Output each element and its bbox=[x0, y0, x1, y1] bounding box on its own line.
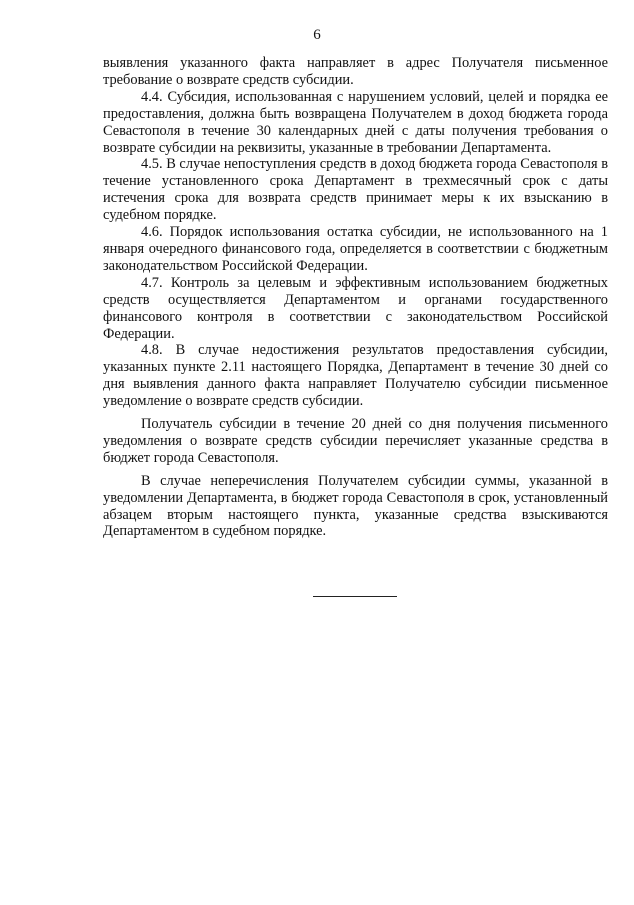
paragraph-4-8: 4.8. В случае недостижения результатов предоставления субсидии, указанных пункте 2.11 настоящего Порядка, Департамент в течение 30 дней со дня выявления данного факта направляет Получателю субсидии письменное уведомление о возврате средств субсидии. bbox=[103, 342, 608, 410]
paragraph-recipient-transfer: Получатель субсидии в течение 20 дней со дня получения письменного уведомления о возврате средств субсидии перечисляет указанные средства в бюджет города Севастополя. bbox=[103, 416, 608, 466]
paragraph-4-6: 4.6. Порядок использования остатка субсидии, не использованного на 1 января очередного финансового года, определяется в соответствии с бюджетным законодательством Российской Федерации. bbox=[103, 224, 608, 274]
paragraph-4-4: 4.4. Субсидия, использованная с нарушением условий, целей и порядка ее предоставления, должна быть возвращена Получателем в доход бюджета города Севастополя в течение 30 календарных дней с даты получения требования о возврате субсидии на реквизиты, указанные в требовании Департамента. bbox=[103, 88, 608, 156]
page-number: 6 bbox=[313, 27, 321, 43]
document-body bbox=[103, 55, 608, 540]
paragraph-4-5: 4.5. В случае непоступления средств в доход бюджета города Севастополя в течение установленного срока Департамент в трехмесячный срок с даты истечения срока для возврата средств принимает меры к их взысканию в судебном порядке. bbox=[103, 156, 608, 224]
paragraph-continuation: выявления указанного факта направляет в адрес Получателя письменное требование о возврате средств субсидии. bbox=[103, 55, 608, 88]
paragraph-4-7: 4.7. Контроль за целевым и эффективным использованием бюджетных средств осуществляется Департаментом и органами государственного финансового контроля в соответствии с законодательством Российской Федерации. bbox=[103, 274, 608, 342]
end-of-document-rule bbox=[313, 596, 397, 597]
paragraph-non-transfer: В случае неперечисления Получателем субсидии суммы, указанной в уведомлении Департамента, в бюджет города Севастополя в срок, установленный абзацем вторым настоящего пункта, указанные средства взыскиваются Департаментом в судебном порядке. bbox=[103, 472, 608, 540]
